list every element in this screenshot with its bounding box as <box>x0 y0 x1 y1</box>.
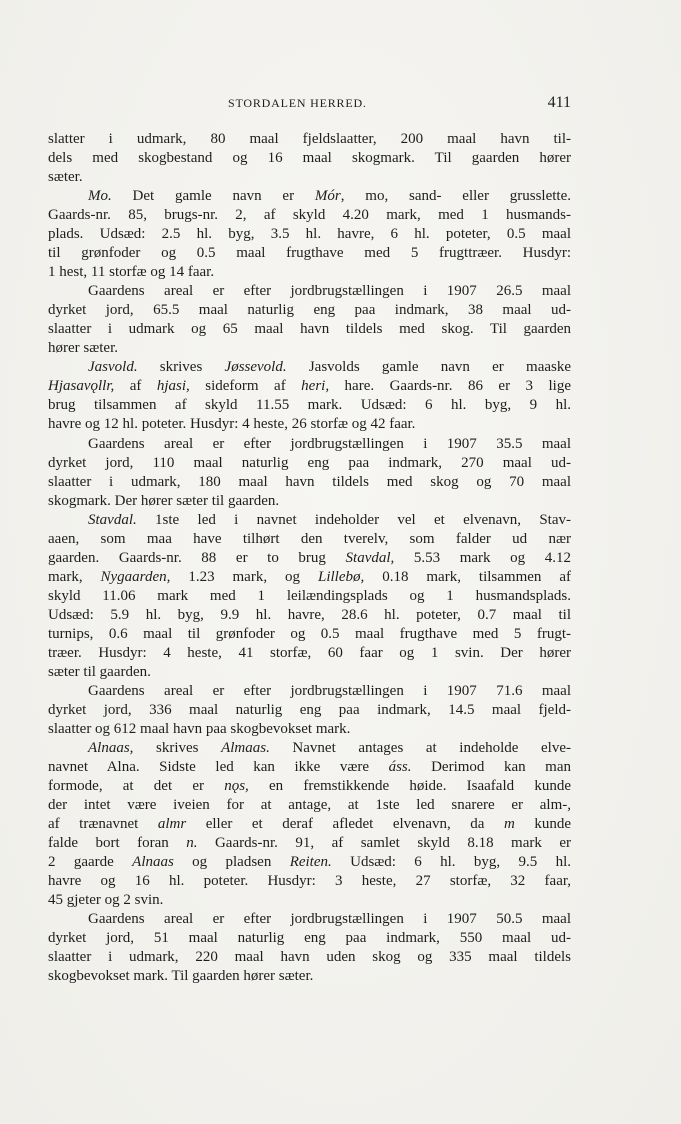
text-line: navnet Alna. Sidste led kan ikke være áss. Derimod kan man <box>48 759 571 776</box>
text-line: Gaardens areal er efter jordbrugstællingen i 1907 26.5 maal <box>88 283 571 300</box>
text-line: mark, Nygaarden, 1.23 mark, og Lillebø, 0.18 mark, tilsammen af <box>48 568 571 585</box>
text-line: havre og 12 hl. poteter. Husdyr: 4 heste, 26 storfæ og 42 faar. <box>48 416 416 433</box>
text-line: Hjasavǫllr, af hjasi, sideform af heri, hare. Gaards-nr. 86 er 3 lige <box>48 378 571 395</box>
text-line: Alnaas, skrives Almaas. Navnet antages at indeholde elve- <box>88 740 572 756</box>
farm-name-stavdal: Stavdal. <box>88 511 137 528</box>
text-line: Gaardens areal er efter jordbrugstællingen i 1907 50.5 maal <box>88 911 571 928</box>
text-line: slaatter i udmark og 65 maal havn tildels med skog. Til gaarden <box>48 321 571 338</box>
old-name: Mór <box>314 188 341 205</box>
text-line: dels med skogbestand og 16 maal skogmark. Til gaarden hører <box>48 150 571 167</box>
text-line: formode, at det er nǫs, en fremstikkende høide. Isaafald kunde <box>48 778 571 795</box>
page-header <box>48 94 571 114</box>
text-line: dyrket jord, 65.5 maal naturlig eng paa indmark, 38 maal ud- <box>48 302 571 319</box>
text-line: til grønfoder og 0.5 maal frugthave med 5 frugttræer. Husdyr: <box>48 245 571 262</box>
text-line: dyrket jord, 110 maal naturlig eng paa indmark, 270 maal ud- <box>48 454 571 471</box>
text-line: Stavdal. 1ste led i navnet indeholder vel et elvenavn, Stav- <box>88 511 571 528</box>
text-line: dyrket jord, 336 maal naturlig eng paa indmark, 14.5 maal fjeld- <box>48 701 571 718</box>
text-line: Gaards-nr. 85, brugs-nr. 2, af skyld 4.20 mark, med 1 husmands- <box>48 207 571 224</box>
text-line: slaatter i udmark, 180 maal havn tildels med skog og 70 maal <box>48 473 571 490</box>
text-line: skyld 11.06 mark med 1 leilændingsplads og 1 husmandsplads. <box>48 587 571 604</box>
text-line: skogmark. Der hører sæter til gaarden. <box>48 492 280 509</box>
text-line: aaen, som maa have tilhørt den tverelv, som falder ud nær <box>48 530 571 547</box>
text-line: Gaardens areal er efter jordbrugstællingen i 1907 71.6 maal <box>88 682 571 699</box>
text-line: Jasvold. skrives Jøssevold. Jasvolds gamle navn er maaske <box>88 359 572 376</box>
text-line: 2 gaarde Alnaas og pladsen Reiten. Udsæd: 6 hl. byg, 9.5 hl. <box>48 854 571 871</box>
text-line: sæter til gaarden. <box>48 663 151 680</box>
text-line: hører sæter. <box>48 340 118 357</box>
text-line: plads. Udsæd: 2.5 hl. byg, 3.5 hl. havre, 6 hl. poteter, 0.5 maal <box>48 226 571 243</box>
text-line: gaarden. Gaards-nr. 88 er to brug Stavdal, 5.53 mark og 4.12 <box>48 549 571 566</box>
body-text <box>48 130 571 986</box>
text-line: træer. Husdyr: 4 heste, 41 storfæ, 60 faar og 1 svin. Der hører <box>48 644 571 661</box>
text-line: 1 hest, 11 storfæ og 14 faar. <box>48 264 215 281</box>
text-line: skogbevokset mark. Til gaarden hører sæter. <box>48 968 314 985</box>
text-line: Udsæd: 5.9 hl. byg, 9.9 hl. havre, 28.6 hl. poteter, 0.7 maal til <box>48 606 571 623</box>
text-line: turnips, 0.6 maal til grønfoder og 0.5 maal frugthave med 5 frugt- <box>48 625 571 642</box>
running-title: STORDALEN HERRED. <box>228 96 367 110</box>
text-line: slatter i udmark, 80 maal fjeldslaatter, 200 maal havn til- <box>48 131 571 147</box>
text-line: 45 gjeter og 2 svin. <box>48 892 164 909</box>
text-line: dyrket jord, 51 maal naturlig eng paa indmark, 550 maal ud- <box>48 930 571 947</box>
text-line: havre og 16 hl. poteter. Husdyr: 3 heste, 27 storfæ, 32 faar, <box>48 873 571 890</box>
text-line: brug tilsammen af skyld 11.55 mark. Udsæd: 6 hl. byg, 9 hl. <box>48 397 571 414</box>
text-line: slaatter i udmark, 220 maal havn uden skog og 335 maal tildels <box>48 949 571 966</box>
text-line: Mo. Det gamle navn er Mór, mo, sand- eller grusslette. <box>88 188 571 205</box>
farm-name-mo: Mo. <box>88 188 112 205</box>
text-line: slaatter og 612 maal havn paa skogbevokset mark. <box>48 720 351 737</box>
farm-name-jasvold: Jasvold. <box>88 359 138 376</box>
text-line: der intet være iveien for at antage, at 1ste led snarere er alm-, <box>48 797 571 814</box>
text-line: falde bort foran n. Gaards-nr. 91, af samlet skyld 8.18 mark er <box>48 835 571 852</box>
farm-name-alnaas: Alnaas, <box>88 740 134 756</box>
text-line: sæter. <box>48 169 83 186</box>
page-number: 411 <box>547 94 571 111</box>
text-line: Gaardens areal er efter jordbrugstællingen i 1907 35.5 maal <box>88 435 571 452</box>
text-line: af trænavnet almr eller et deraf afledet elvenavn, da m kunde <box>48 816 571 833</box>
